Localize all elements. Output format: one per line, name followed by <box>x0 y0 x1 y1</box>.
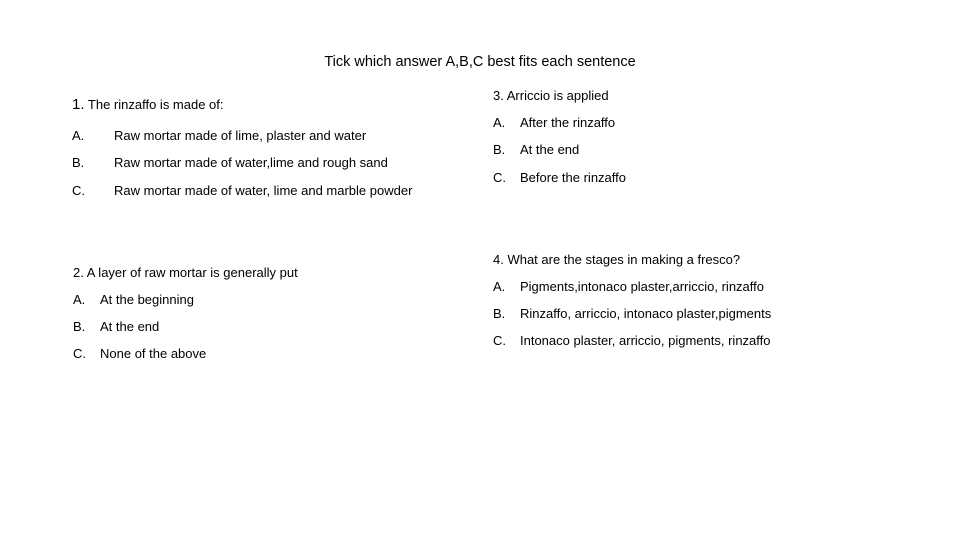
question-1-option-a[interactable]: A. Raw mortar made of lime, plaster and water <box>72 128 367 143</box>
slide-title: Tick which answer A,B,C best fits each sentence <box>324 54 636 70</box>
question-1 <box>72 96 224 113</box>
question-1-text: The rinzaffo is made of: <box>87 97 224 112</box>
question-3-option-b[interactable]: B. At the end <box>493 142 580 157</box>
question-1-option-b[interactable]: B. Raw mortar made of water,lime and rough sand <box>72 155 388 170</box>
question-4-option-a[interactable]: A. Pigments,intonaco plaster,arriccio, rinzaffo <box>493 279 764 294</box>
question-2-option-c[interactable]: C. None of the above <box>73 346 207 361</box>
question-2-option-b[interactable]: B. At the end <box>73 319 160 334</box>
question-4-option-c[interactable]: C. Intonaco plaster, arriccio, pigments, rinzaffo <box>493 333 771 348</box>
question-2: 2. A layer of raw mortar is generally put <box>73 265 298 280</box>
question-4: 4. What are the stages in making a fresco? <box>493 252 741 267</box>
question-3-option-c[interactable]: C. Before the rinzaffo <box>493 170 626 185</box>
question-2-option-a[interactable]: A. At the beginning <box>73 292 194 307</box>
question-1-option-c[interactable]: C. Raw mortar made of water, lime and marble powder <box>72 183 413 198</box>
question-3-option-a[interactable]: A. After the rinzaffo <box>493 115 616 130</box>
question-3: 3. Arriccio is applied <box>493 88 609 103</box>
question-1-number: 1. <box>72 96 85 113</box>
question-4-option-b[interactable]: B. Rinzaffo, arriccio, intonaco plaster,pigments <box>493 306 772 321</box>
